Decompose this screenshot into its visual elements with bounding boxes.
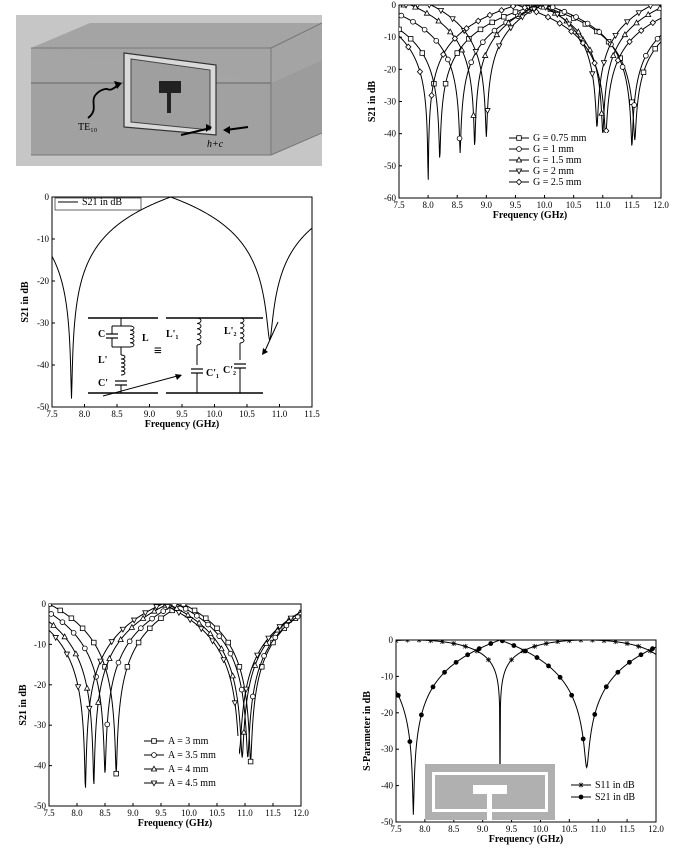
marker [627, 660, 632, 665]
marker [465, 652, 470, 657]
marker [230, 673, 235, 678]
marker [49, 612, 54, 617]
marker [194, 613, 199, 618]
legend-entry: S11 in dB [595, 780, 635, 791]
legend-entry: G = 2.5 mm [533, 177, 582, 188]
marker [646, 12, 651, 17]
circuit-label: C'₁ [206, 368, 219, 379]
x-tick-label: 8.5 [99, 808, 111, 818]
marker [544, 641, 549, 646]
circuit-label: C [98, 329, 106, 340]
marker [446, 57, 451, 62]
marker [161, 609, 166, 614]
marker [632, 103, 637, 108]
marker [424, 10, 429, 15]
x-tick-label: 10.0 [536, 200, 553, 210]
marker [443, 81, 448, 86]
legend-entry: A = 4.5 mm [168, 778, 216, 789]
marker [152, 739, 157, 744]
y-tick-label: 0 [41, 599, 46, 609]
marker [469, 60, 474, 65]
marker [71, 630, 76, 635]
marker [601, 61, 606, 66]
circuit-label: L [142, 333, 149, 344]
marker [650, 646, 655, 651]
marker [477, 646, 482, 651]
x-tick-label: 11.5 [304, 409, 320, 419]
marker [420, 51, 425, 56]
x-tick-label: 11.5 [624, 200, 640, 210]
marker [517, 147, 522, 152]
marker [511, 3, 516, 9]
marker [396, 693, 401, 698]
marker [215, 626, 220, 631]
legend-entry: A = 4 mm [168, 764, 209, 775]
marker [127, 639, 132, 644]
marker [105, 722, 110, 727]
marker [273, 635, 278, 640]
waveguide-illustration [16, 15, 322, 166]
x-axis-label: Frequency (GHz) [492, 210, 568, 221]
marker [602, 638, 607, 643]
circuit-label: C'₂ [223, 365, 236, 376]
marker [523, 649, 528, 654]
y-tick-label: -50 [381, 817, 393, 827]
marker [262, 654, 267, 659]
marker [188, 618, 193, 623]
chart-a-sweep [16, 592, 316, 842]
marker [239, 687, 244, 692]
marker [454, 660, 459, 665]
inductor-l1 [197, 318, 201, 345]
circuit-label: C' [98, 378, 108, 389]
marker [431, 685, 436, 690]
legend [506, 133, 608, 192]
marker [80, 626, 85, 631]
y-tick-label: -30 [34, 720, 46, 731]
x-tick-label: 10.0 [181, 808, 197, 818]
marker [650, 20, 655, 26]
marker [125, 665, 130, 670]
marker [84, 685, 89, 690]
marker [463, 644, 468, 649]
marker [434, 38, 439, 43]
marker [138, 626, 143, 631]
y-tick-label: 0 [391, 0, 396, 10]
marker [499, 8, 504, 14]
legend-entry: G = 0.75 mm [533, 133, 587, 144]
plot-area [52, 197, 312, 399]
inductor-lp [121, 355, 125, 375]
x-tick-label: 10.0 [206, 409, 223, 419]
x-tick-label: 8.0 [78, 409, 91, 419]
marker [436, 18, 441, 23]
marker [429, 93, 434, 99]
y-tick-label: -50 [34, 801, 46, 811]
marker [206, 622, 211, 627]
marker [69, 616, 74, 621]
marker [490, 20, 495, 25]
x-axis-label: Frequency (GHz) [144, 419, 220, 430]
marker [181, 602, 186, 607]
y-axis-label: S21 in dB [20, 281, 31, 323]
marker [250, 694, 255, 699]
marker [417, 69, 422, 75]
x-tick-label: 8.0 [71, 808, 83, 818]
marker [185, 612, 190, 617]
marker [107, 656, 112, 661]
marker [60, 620, 65, 625]
x-tick-label: 10.0 [532, 824, 549, 834]
marker [590, 638, 595, 643]
marker [457, 136, 462, 141]
chart-g-sweep-svg [365, 0, 675, 225]
x-tick-label: 11.0 [595, 200, 611, 210]
y-tick-label: -20 [37, 276, 49, 286]
marker [643, 53, 648, 58]
x-tick-label: 10.5 [561, 824, 578, 834]
y-tick-label: -40 [34, 760, 46, 771]
marker [636, 644, 641, 649]
circuit-inset [88, 318, 278, 396]
marker [64, 652, 69, 657]
marker [204, 616, 209, 621]
marker [441, 52, 446, 58]
legend [141, 736, 239, 796]
marker [592, 60, 597, 66]
x-tick-label: 12.0 [648, 824, 664, 834]
marker [585, 21, 590, 26]
marker [641, 70, 646, 75]
chart-a-sweep-svg [16, 592, 316, 842]
legend-entry: G = 1 mm [533, 144, 574, 155]
x-tick-label: 8.5 [448, 824, 460, 834]
chart-single [18, 185, 328, 435]
marker [625, 641, 630, 646]
marker [419, 713, 424, 718]
x-tick-label: 11.5 [619, 824, 635, 834]
equivalence-sign: ≡ [154, 344, 162, 359]
legend [55, 197, 141, 210]
marker [438, 9, 443, 14]
marker [217, 634, 222, 639]
x-tick-label: 9.0 [127, 808, 139, 818]
y-tick-label: -20 [384, 64, 396, 75]
x-tick-label: 9.5 [155, 808, 167, 818]
series-line [52, 197, 312, 399]
marker [615, 670, 620, 675]
y-tick-label: -30 [384, 96, 396, 107]
marker [159, 616, 164, 621]
y-tick-label: -30 [381, 744, 393, 755]
marker [581, 737, 586, 742]
x-tick-label: 7.5 [46, 409, 58, 419]
chart-sparam-svg [360, 630, 675, 850]
marker [578, 638, 583, 643]
x-tick-label: 12.0 [653, 200, 669, 210]
marker [579, 783, 584, 788]
y-tick-label: -30 [37, 318, 49, 328]
marker [73, 651, 78, 656]
marker [76, 685, 81, 690]
x-tick-label: 10.5 [565, 200, 582, 210]
x-axis-label: Frequency (GHz) [137, 818, 213, 829]
circuit-label: L' [98, 355, 108, 366]
gap-label: h+c [207, 139, 224, 150]
marker [478, 27, 483, 32]
marker [411, 19, 416, 24]
marker [143, 611, 148, 616]
marker [399, 13, 404, 18]
marker [611, 53, 616, 58]
marker [655, 36, 660, 41]
legend-entry: A = 3.5 mm [168, 750, 216, 761]
marker [442, 670, 447, 675]
marker [620, 65, 625, 70]
marker [405, 638, 410, 643]
layout-inset [425, 764, 555, 820]
marker [136, 640, 141, 645]
marker [471, 113, 476, 118]
legend-entry: A = 3 mm [168, 736, 209, 747]
marker [248, 759, 253, 764]
marker [483, 53, 488, 58]
x-tick-label: 9.0 [477, 824, 489, 834]
marker [476, 18, 481, 24]
x-tick-label: 11.0 [237, 808, 253, 818]
circuit-label: L'₁ [166, 329, 179, 340]
marker [394, 638, 399, 643]
x-tick-label: 9.0 [480, 200, 492, 210]
x-tick-label: 9.5 [176, 409, 188, 419]
marker [148, 626, 153, 631]
x-tick-label: 7.5 [390, 824, 402, 834]
arrow-line [264, 322, 278, 353]
marker [557, 21, 562, 27]
marker [114, 771, 119, 776]
y-tick-label: -10 [384, 32, 396, 43]
marker [176, 610, 181, 615]
circuit-label: L'₂ [224, 326, 237, 337]
marker [192, 608, 197, 613]
marker [473, 49, 478, 54]
marker [226, 640, 231, 645]
marker [407, 739, 412, 744]
y-tick-label: -10 [37, 234, 49, 244]
marker [597, 30, 602, 35]
series-g-1-mm [399, 4, 661, 153]
x-tick-label: 11.0 [271, 409, 288, 419]
x-tick-label: 11.5 [265, 808, 281, 818]
marker [87, 706, 92, 711]
marker [604, 128, 609, 134]
legend [568, 780, 648, 808]
legend-entry: S21 in dB [595, 792, 636, 803]
y-tick-label: -50 [384, 160, 396, 171]
y-tick-label: 0 [44, 192, 49, 202]
marker [183, 606, 188, 611]
x-tick-label: 7.5 [43, 808, 55, 818]
legend-entry: S21 in dB [82, 197, 123, 208]
marker [58, 608, 63, 613]
marker [232, 701, 237, 706]
legend-entry: G = 2 mm [533, 166, 574, 177]
marker [47, 602, 52, 607]
series-line [396, 640, 656, 786]
marker [140, 616, 145, 621]
marker [417, 638, 422, 643]
x-tick-label: 12.0 [293, 808, 309, 818]
y-tick-label: -10 [34, 639, 46, 650]
x-tick-label: 9.5 [509, 200, 522, 210]
marker [604, 684, 609, 689]
layout-t-stem [487, 794, 492, 820]
marker [150, 616, 155, 621]
y-tick-label: -20 [381, 707, 393, 718]
marker [546, 664, 551, 669]
marker [488, 641, 493, 646]
marker [116, 660, 121, 665]
chart-single-svg [18, 185, 328, 435]
marker [517, 136, 522, 141]
y-axis-label: S21 in dB [18, 684, 29, 726]
marker [592, 712, 597, 717]
marker [228, 651, 233, 656]
arrow-head [175, 374, 182, 380]
marker [497, 44, 502, 49]
x-tick-label: 8.0 [422, 200, 434, 210]
y-tick-label: -20 [34, 679, 46, 690]
te-mode-label: TE₁₀ [78, 122, 98, 133]
marker [574, 15, 579, 20]
marker [558, 675, 563, 680]
layout-t-top [473, 785, 507, 794]
marker [653, 46, 658, 51]
x-tick-label: 8.5 [111, 409, 123, 419]
y-tick-label: -50 [37, 402, 49, 412]
marker [511, 643, 516, 648]
marker [567, 638, 572, 643]
x-tick-label: 9.0 [143, 409, 156, 419]
x-tick-label: 10.5 [239, 409, 255, 419]
marker [451, 641, 456, 646]
y-tick-label: 0 [388, 635, 393, 645]
marker [532, 644, 537, 649]
marker [569, 693, 574, 698]
marker [639, 652, 644, 657]
series-s21-in-db [52, 197, 312, 399]
legend-entry: G = 1.5 mm [533, 155, 582, 166]
marker [455, 51, 460, 56]
marker [500, 638, 505, 643]
chart-g-sweep [365, 0, 675, 225]
marker [480, 40, 485, 45]
marker [408, 36, 413, 41]
marker [636, 11, 641, 16]
x-tick-label: 7.5 [393, 200, 405, 210]
marker [221, 658, 226, 663]
x-tick-label: 9.5 [505, 824, 518, 834]
marker [502, 14, 507, 19]
x-tick-label: 8.5 [451, 200, 463, 210]
marker [92, 640, 97, 645]
arrow-head [262, 348, 268, 355]
marker [579, 795, 584, 800]
y-tick-label: -10 [381, 671, 393, 682]
marker [486, 657, 491, 662]
marker [82, 646, 87, 651]
y-tick-label: -40 [37, 360, 49, 370]
marker [535, 655, 540, 660]
y-tick-label: -60 [384, 193, 396, 203]
marker [550, 5, 555, 10]
marker [428, 638, 433, 643]
x-tick-label: 10.5 [209, 808, 225, 818]
marker [509, 657, 514, 662]
x-tick-label: 11.0 [590, 824, 606, 834]
plot-frame [52, 197, 312, 407]
marker [590, 72, 595, 77]
x-axis-label: Frequency (GHz) [488, 834, 564, 845]
marker [98, 659, 103, 664]
marker [545, 14, 550, 20]
inductor-l2 [240, 318, 244, 343]
marker [132, 618, 137, 623]
marker [422, 27, 427, 32]
chart-sparam [360, 630, 675, 850]
marker [562, 9, 567, 14]
y-tick-label: -40 [384, 128, 396, 139]
inductor-l [130, 326, 134, 347]
marker [397, 27, 402, 32]
marker [657, 5, 662, 10]
marker [152, 753, 157, 758]
x-tick-label: 8.0 [419, 824, 431, 834]
y-axis-label: S21 in dB [367, 80, 378, 123]
marker [237, 664, 242, 669]
y-axis-label: S-Parameter in dB [362, 691, 373, 771]
y-tick-label: -40 [381, 780, 393, 791]
marker [487, 12, 492, 18]
